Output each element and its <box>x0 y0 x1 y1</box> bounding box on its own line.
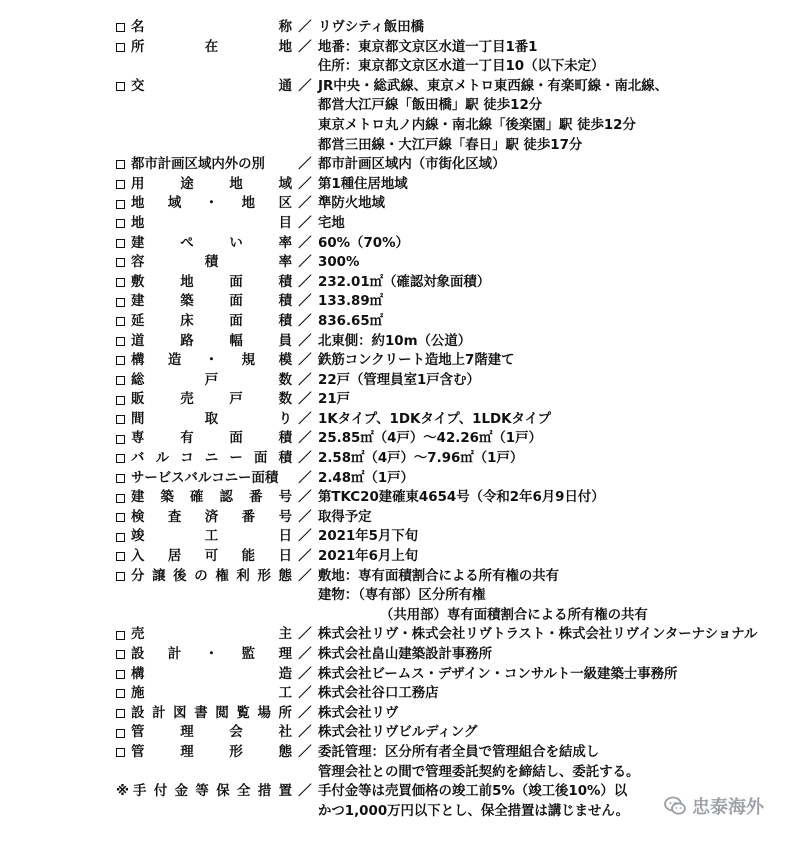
spec-label <box>116 273 292 293</box>
checkbox-square-icon <box>116 435 125 444</box>
spec-value-line: 都市計画区域内（市街化区域） <box>318 157 506 173</box>
separator-slash: ／ <box>298 725 312 741</box>
spec-row <box>116 332 786 352</box>
separator-slash: ／ <box>298 78 312 94</box>
checkbox-square-icon <box>116 356 125 365</box>
spec-values <box>318 645 786 665</box>
checkbox-square-icon <box>116 43 125 52</box>
spec-label-text: 用 途 地 域 <box>131 176 292 192</box>
spec-value-line: 60%（70%） <box>318 235 409 251</box>
spec-label <box>116 508 292 528</box>
spec-label <box>116 175 292 195</box>
spec-value-line: 133.89㎡ <box>318 294 384 310</box>
separator-slash: ／ <box>298 313 312 329</box>
checkbox-square-icon <box>116 533 125 542</box>
separator-slash: ／ <box>298 549 312 565</box>
spec-row <box>116 625 786 645</box>
spec-row <box>116 38 786 77</box>
spec-value-line: 232.01㎡（確認対象面積） <box>318 274 491 290</box>
checkbox-square-icon <box>116 552 125 561</box>
spec-values <box>318 38 786 77</box>
checkbox-square-icon <box>116 200 125 209</box>
spec-label-text: 構 造 <box>131 666 292 682</box>
separator-slash: ／ <box>298 784 312 800</box>
spec-label-text: 施 工 <box>131 686 292 702</box>
checkbox-square-icon <box>116 180 125 189</box>
spec-label-text: 竣 工 日 <box>131 529 292 545</box>
spec-row <box>116 234 786 254</box>
spec-row <box>116 547 786 567</box>
spec-value-line: JR中央・総武線、東京メトロ東西線・有楽町線・南北線、 <box>318 78 669 94</box>
note-mark: ※ <box>116 784 130 800</box>
spec-label-text: 設 計 図 書 閲 覧 場 所 <box>131 705 292 721</box>
spec-label <box>116 488 292 508</box>
spec-value-line: 住所：東京都文京区水道一丁目10（以下未定） <box>318 59 605 75</box>
spec-label-text: サービスバルコニー面積 <box>131 470 279 486</box>
spec-label-text: 入 居 可 能 日 <box>131 549 292 565</box>
spec-value-line: 2.58㎡（4戸）〜7.96㎡（1戸） <box>318 451 524 467</box>
spec-value-line: 1Kタイプ、1DKタイプ、1LDKタイプ <box>318 411 551 427</box>
spec-values <box>318 723 786 743</box>
spec-label-text: 交 通 <box>131 78 292 94</box>
spec-row <box>116 723 786 743</box>
separator-slash: ／ <box>298 392 312 408</box>
spec-label <box>116 782 292 802</box>
spec-row <box>116 155 786 175</box>
spec-value-line: 22戸（管理員室1戸含む） <box>318 372 480 388</box>
spec-value-line: かつ1,000万円以下とし、保全措置は講じません。 <box>318 803 629 819</box>
spec-value-line: 株式会社リヴ <box>318 705 399 721</box>
spec-label <box>116 567 292 587</box>
checkbox-square-icon <box>116 474 125 483</box>
spec-row <box>116 312 786 332</box>
checkbox-square-icon <box>116 709 125 718</box>
spec-value-line: 株式会社リヴビルディング <box>318 725 478 741</box>
spec-label <box>116 390 292 410</box>
spec-label-text: 専 有 面 積 <box>131 431 292 447</box>
spec-label <box>116 234 292 254</box>
spec-label <box>116 469 292 489</box>
spec-label <box>116 723 292 743</box>
checkbox-square-icon <box>116 278 125 287</box>
spec-label-text: 地 域 ・ 地 区 <box>131 196 292 212</box>
checkbox-square-icon <box>116 415 125 424</box>
separator-slash: ／ <box>298 568 312 584</box>
spec-label-text: 容 積 率 <box>131 255 292 271</box>
spec-label <box>116 527 292 547</box>
spec-values <box>318 469 786 489</box>
spec-value-line: 東京メトロ丸ノ内線・南北線「後楽園」駅 徒歩12分 <box>318 117 636 133</box>
spec-value-line: 管理会社との間で管理委託契約を締結し、委託する。 <box>318 764 640 780</box>
spec-label-text: 道 路 幅 員 <box>131 333 292 349</box>
spec-value-line: 委託管理：区分所有者全員で管理組合を結成し <box>318 744 600 760</box>
spec-label <box>116 371 292 391</box>
spec-label-text: 建 築 面 積 <box>131 294 292 310</box>
spec-value-line: 25.85㎡（4戸）〜42.26㎡（1戸） <box>318 431 542 447</box>
spec-label-text: 名 称 <box>131 20 292 35</box>
checkbox-square-icon <box>116 729 125 738</box>
watermark <box>663 793 764 819</box>
checkbox-square-icon <box>116 454 125 463</box>
spec-value-line: 21戸 <box>318 392 351 408</box>
spec-label-text: 建 築 確 認 番 号 <box>131 490 292 506</box>
spec-value-line: 準防火地域 <box>318 196 385 212</box>
spec-label <box>116 292 292 312</box>
spec-label <box>116 684 292 704</box>
checkbox-square-icon <box>116 239 125 248</box>
spec-value-line: 300% <box>318 255 360 271</box>
separator-slash: ／ <box>298 451 312 467</box>
spec-row <box>116 567 786 626</box>
separator-slash: ／ <box>298 333 312 349</box>
spec-value-line: 株式会社畠山建築設計事務所 <box>318 647 493 662</box>
spec-row <box>116 175 786 195</box>
separator-slash: ／ <box>298 509 312 525</box>
checkbox-square-icon <box>116 631 125 640</box>
spec-values <box>318 665 786 685</box>
spec-label <box>116 253 292 273</box>
spec-label <box>116 155 292 175</box>
spec-values <box>318 410 786 430</box>
property-spec-list <box>116 18 786 821</box>
spec-values <box>318 234 786 254</box>
spec-value-line: 建物：（専有部）区分所有権 <box>318 588 486 604</box>
checkbox-square-icon <box>116 317 125 326</box>
spec-row <box>116 77 786 155</box>
watermark-text: 忠泰海外 <box>692 797 764 818</box>
spec-value-line: 北東側：約10m（公道） <box>318 333 472 349</box>
spec-value-line: 2021年5月下旬 <box>318 529 419 545</box>
spec-values <box>318 175 786 195</box>
spec-value-line: 手付金等は売買価格の竣工前5%（竣工後10%）以 <box>318 784 628 800</box>
spec-label <box>116 214 292 234</box>
spec-label-text: 手 付 金 等 保 全 措 置 <box>133 784 292 800</box>
spec-values <box>318 332 786 352</box>
checkbox-square-icon <box>116 572 125 581</box>
spec-values <box>318 292 786 312</box>
separator-slash: ／ <box>298 411 312 427</box>
spec-label-text: 都市計画区域内外の別 <box>131 157 265 173</box>
spec-label-text: 所 在 地 <box>131 39 292 55</box>
wechat-icon <box>663 794 687 818</box>
spec-row <box>116 18 786 38</box>
spec-row <box>116 292 786 312</box>
spec-label <box>116 665 292 685</box>
checkbox-square-icon <box>116 258 125 267</box>
spec-values <box>318 684 786 704</box>
checkbox-square-icon <box>116 396 125 405</box>
checkbox-square-icon <box>116 23 125 32</box>
spec-label <box>116 332 292 352</box>
checkbox-square-icon <box>116 82 125 91</box>
spec-row <box>116 371 786 391</box>
spec-value-line: 株式会社ビームス・デザイン・コンサルト一級建築士事務所 <box>318 666 678 682</box>
separator-slash: ／ <box>298 294 312 310</box>
checkbox-square-icon <box>116 376 125 385</box>
spec-label <box>116 351 292 371</box>
spec-value-line: リヴシティ飯田橋 <box>318 20 425 35</box>
spec-values <box>318 429 786 449</box>
spec-value-line: 鉄筋コンクリート造地上7階建て <box>318 353 515 369</box>
spec-label <box>116 449 292 469</box>
checkbox-square-icon <box>116 298 125 307</box>
spec-values <box>318 77 786 155</box>
spec-values <box>318 390 786 410</box>
spec-value-line: 第TKC20建確東4654号（令和2年6月9日付） <box>318 490 605 506</box>
spec-row <box>116 273 786 293</box>
checkbox-square-icon <box>116 219 125 228</box>
spec-row <box>116 488 786 508</box>
separator-slash: ／ <box>298 353 312 369</box>
separator-slash: ／ <box>298 705 312 721</box>
spec-label <box>116 38 292 58</box>
separator-slash: ／ <box>298 39 312 55</box>
checkbox-square-icon <box>116 689 125 698</box>
separator-slash: ／ <box>298 686 312 702</box>
spec-label <box>116 547 292 567</box>
spec-row <box>116 469 786 489</box>
spec-values <box>318 508 786 528</box>
spec-values <box>318 155 786 175</box>
spec-values <box>318 488 786 508</box>
spec-label-text: 延 床 面 積 <box>131 313 292 329</box>
spec-values <box>318 449 786 469</box>
checkbox-square-icon <box>116 748 125 757</box>
spec-value-line: 都営大江戸線「飯田橋」駅 徒歩12分 <box>318 98 543 114</box>
spec-row <box>116 253 786 273</box>
spec-value-line: 株式会社谷口工務店 <box>318 686 439 702</box>
spec-row <box>116 449 786 469</box>
spec-values <box>318 625 786 645</box>
spec-label <box>116 704 292 724</box>
separator-slash: ／ <box>298 274 312 290</box>
spec-label <box>116 194 292 214</box>
spec-row <box>116 665 786 685</box>
spec-label <box>116 625 292 645</box>
spec-values <box>318 194 786 214</box>
spec-row <box>116 214 786 234</box>
spec-label <box>116 429 292 449</box>
spec-row <box>116 645 786 665</box>
spec-value-line: 株式会社リヴ・株式会社リヴトラスト・株式会社リヴインターナショナル <box>318 627 758 643</box>
separator-slash: ／ <box>298 666 312 682</box>
spec-row <box>116 351 786 371</box>
separator-slash: ／ <box>298 372 312 388</box>
spec-value-line: 地番：東京都文京区水道一丁目1番1 <box>318 39 538 55</box>
spec-row <box>116 194 786 214</box>
spec-value-line: 2021年6月上旬 <box>318 549 419 565</box>
spec-value-line: 取得予定 <box>318 509 372 525</box>
spec-value-line: 宅地 <box>318 215 345 231</box>
spec-label <box>116 18 292 38</box>
spec-label-text: 間 取 り <box>131 411 292 427</box>
spec-values <box>318 704 786 724</box>
spec-label-text: 管 理 形 態 <box>131 744 292 760</box>
spec-label-text: 分 譲 後 の 権 利 形 態 <box>131 568 292 584</box>
spec-value-line: 836.65㎡ <box>318 313 384 329</box>
spec-values <box>318 547 786 567</box>
spec-label-text: 建 ぺ い 率 <box>131 235 292 251</box>
spec-row <box>116 410 786 430</box>
spec-label-text: バ ル コ ニ ー 面 積 <box>131 451 292 467</box>
separator-slash: ／ <box>298 235 312 251</box>
spec-label <box>116 77 292 97</box>
spec-row <box>116 704 786 724</box>
spec-values <box>318 214 786 234</box>
checkbox-square-icon <box>116 337 125 346</box>
checkbox-square-icon <box>116 670 125 679</box>
spec-values <box>318 312 786 332</box>
spec-row <box>116 527 786 547</box>
spec-label <box>116 312 292 332</box>
spec-label <box>116 743 292 763</box>
spec-label-text: 管 理 会 社 <box>131 725 292 741</box>
checkbox-square-icon <box>116 513 125 522</box>
spec-row <box>116 390 786 410</box>
spec-values <box>318 527 786 547</box>
checkbox-square-icon <box>116 160 125 169</box>
separator-slash: ／ <box>298 647 312 662</box>
spec-label <box>116 410 292 430</box>
spec-value-line: （共用部）専有面積割合による所有権の共有 <box>380 607 648 623</box>
separator-slash: ／ <box>298 176 312 192</box>
spec-value-line: 敷地：専有面積割合による所有権の共有 <box>318 568 560 584</box>
separator-slash: ／ <box>298 431 312 447</box>
spec-row <box>116 684 786 704</box>
separator-slash: ／ <box>298 255 312 271</box>
separator-slash: ／ <box>298 744 312 760</box>
checkbox-square-icon <box>116 650 125 659</box>
spec-row <box>116 508 786 528</box>
separator-slash: ／ <box>298 20 312 35</box>
spec-label-text: 敷 地 面 積 <box>131 274 292 290</box>
separator-slash: ／ <box>298 627 312 643</box>
spec-label-text: 総 戸 数 <box>131 372 292 388</box>
spec-label <box>116 645 292 665</box>
separator-slash: ／ <box>298 157 312 173</box>
separator-slash: ／ <box>298 196 312 212</box>
spec-label-text: 地 目 <box>131 215 292 231</box>
spec-label-text: 構 造 ・ 規 模 <box>131 353 292 369</box>
spec-value-line: 第1種住居地域 <box>318 176 408 192</box>
separator-slash: ／ <box>298 470 312 486</box>
spec-row <box>116 743 786 782</box>
spec-values <box>318 253 786 273</box>
spec-values <box>318 273 786 293</box>
spec-values <box>318 567 786 626</box>
spec-values <box>318 351 786 371</box>
separator-slash: ／ <box>298 529 312 545</box>
spec-values <box>318 371 786 391</box>
spec-value-line: 2.48㎡（1戸） <box>318 470 414 486</box>
spec-row <box>116 429 786 449</box>
spec-label-text: 検 査 済 番 号 <box>131 509 292 525</box>
separator-slash: ／ <box>298 490 312 506</box>
spec-values <box>318 743 786 782</box>
separator-slash: ／ <box>298 215 312 231</box>
spec-label-text: 販 売 戸 数 <box>131 392 292 408</box>
spec-label-text: 売 主 <box>131 627 292 643</box>
spec-values <box>318 18 786 38</box>
spec-value-line: 都営三田線・大江戸線「春日」駅 徒歩17分 <box>318 137 583 153</box>
checkbox-square-icon <box>116 494 125 503</box>
spec-label-text: 設 計 ・ 監 理 <box>131 647 292 662</box>
